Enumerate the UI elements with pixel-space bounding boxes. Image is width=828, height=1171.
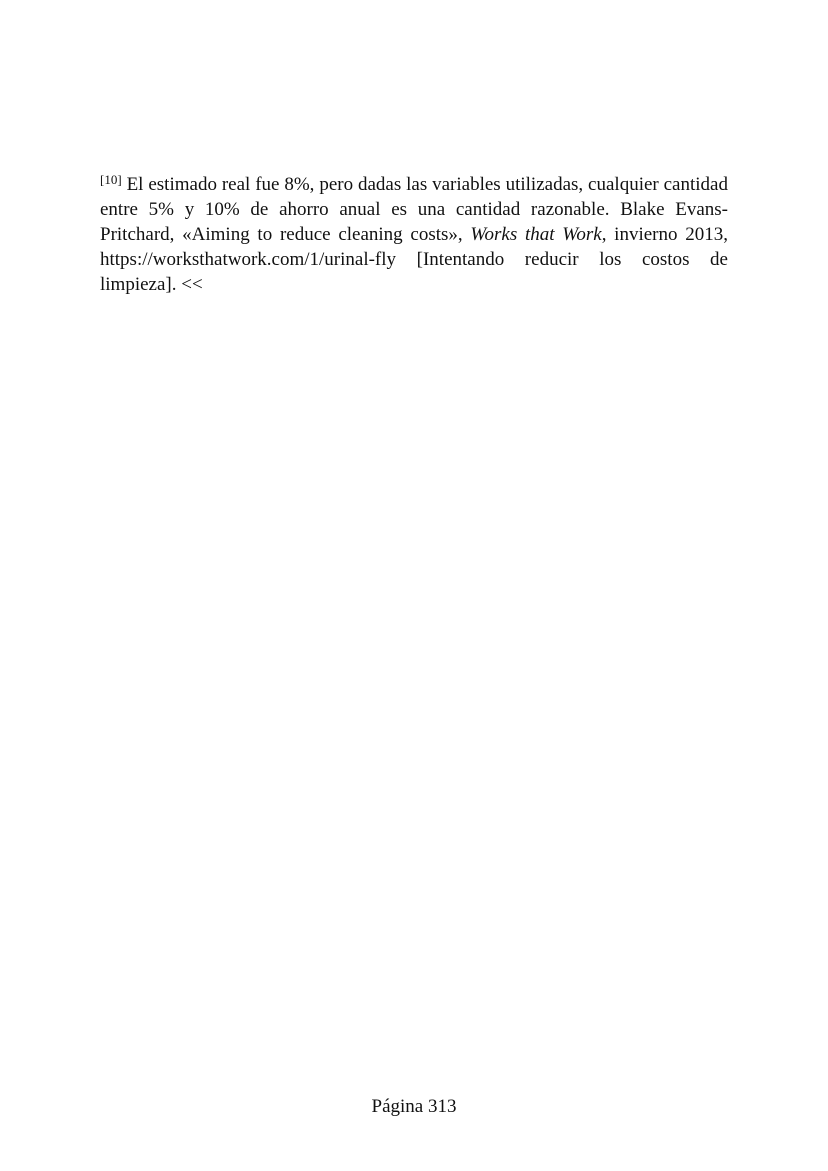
footnote-ref[interactable]: [10]: [100, 172, 122, 187]
footnote-10: [100, 172, 728, 297]
page-number: Página 313: [371, 1096, 457, 1117]
footnote-text-part2: , invierno 2013, https://worksthatwork.com/1/urinal-fly [Intentando reducir los costos de limpieza].: [100, 224, 728, 295]
footnote-back-link[interactable]: <<: [181, 274, 203, 295]
footnote-text-part1: El estimado real fue 8%, pero dadas las variables utilizadas, cualquier cantidad entre 5% y 10% de ahorro anual es una cantidad razonable. Blake Evans-Pritchard, «Aiming to reduce cleaning costs»,: [100, 174, 728, 245]
publication-title: Works that Work: [470, 224, 602, 245]
